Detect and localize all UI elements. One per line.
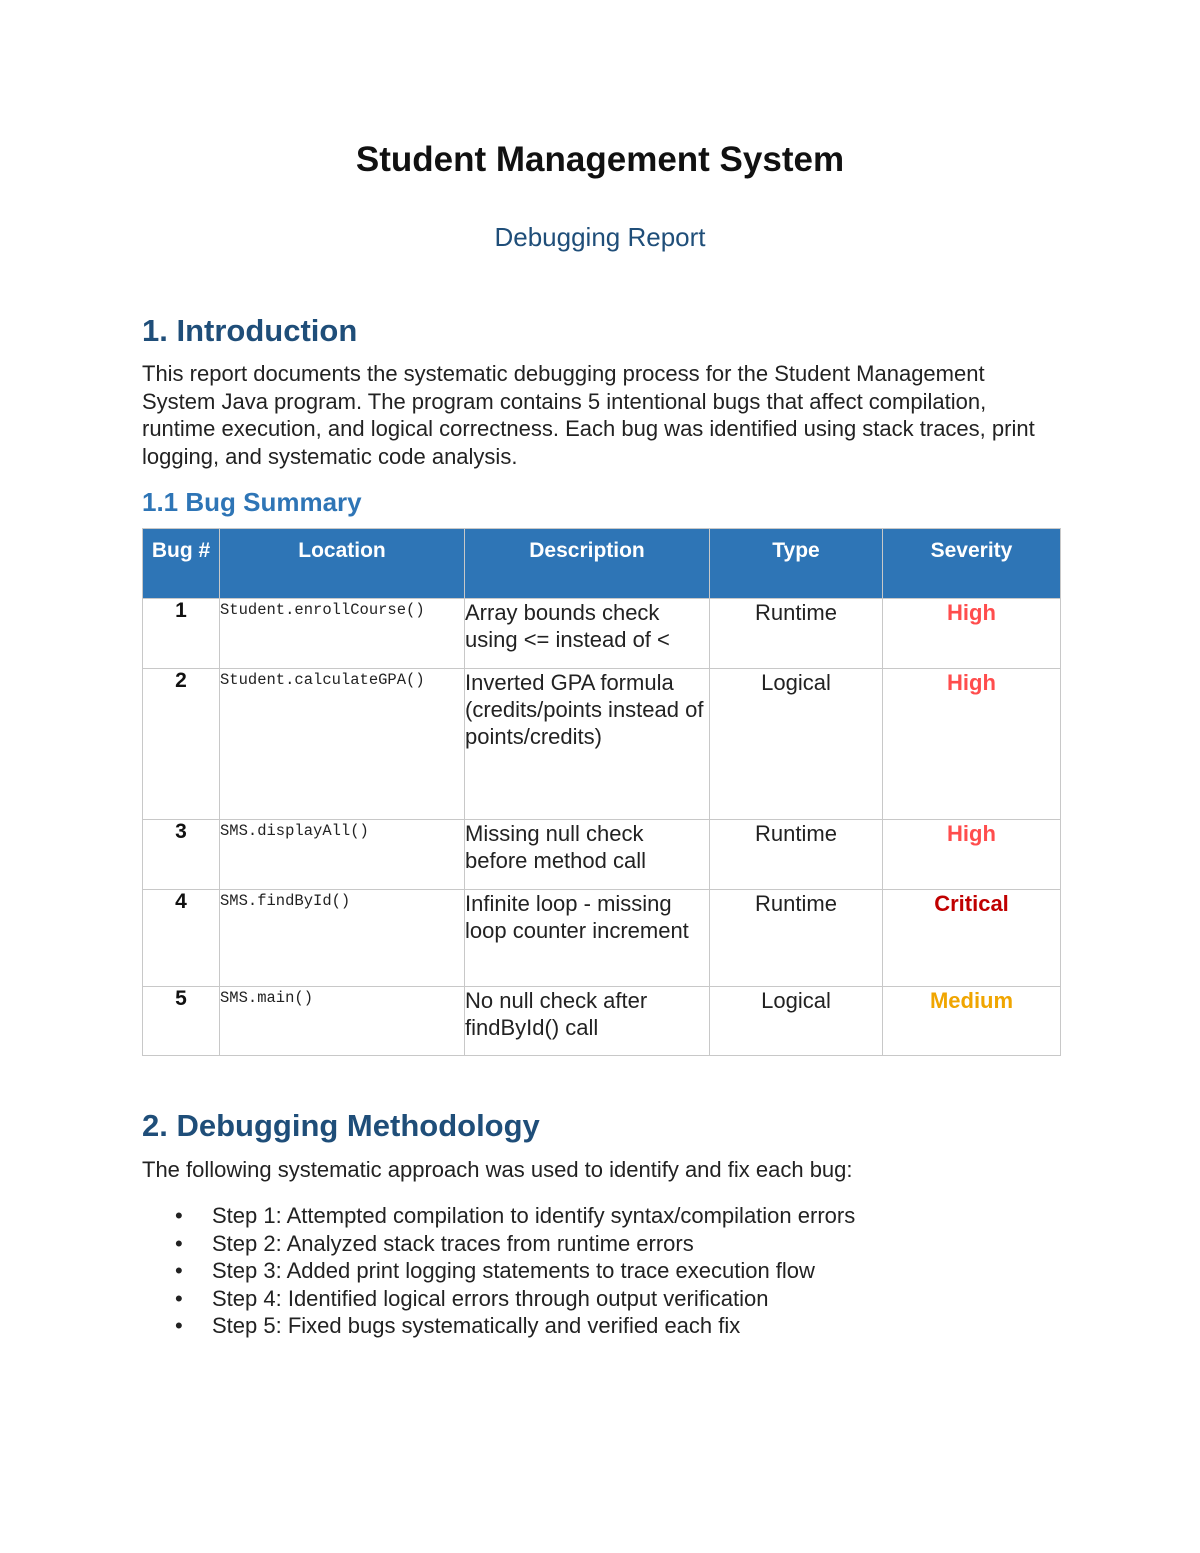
bug-type: Logical xyxy=(710,669,883,820)
bug-location: SMS.main() xyxy=(220,987,465,1056)
bug-severity: Critical xyxy=(883,890,1061,987)
bug-description: Infinite loop - missing loop counter increment xyxy=(465,890,710,987)
column-header-location: Location xyxy=(220,529,465,599)
bug-location: SMS.displayAll() xyxy=(220,820,465,890)
column-header-description: Description xyxy=(465,529,710,599)
step-text: Step 5: Fixed bugs systematically and verified each fix xyxy=(212,1313,741,1338)
list-item xyxy=(142,1285,855,1313)
list-item xyxy=(142,1202,855,1230)
bullet-icon: • xyxy=(175,1313,183,1338)
bug-number: 2 xyxy=(143,669,220,820)
bug-summary-table xyxy=(142,528,1061,1056)
table-row xyxy=(143,820,1061,890)
bug-summary-heading: 1.1 Bug Summary xyxy=(142,487,362,517)
bug-location: Student.calculateGPA() xyxy=(220,669,465,820)
bug-location: Student.enrollCourse() xyxy=(220,599,465,669)
step-text: Step 4: Identified logical errors through output verification xyxy=(212,1285,769,1311)
bug-severity: High xyxy=(883,599,1061,669)
step-text: Step 1: Attempted compilation to identify syntax/compilation errors xyxy=(212,1203,856,1228)
bug-location: SMS.findById() xyxy=(220,890,465,987)
bug-number: 5 xyxy=(143,987,220,1056)
bullet-icon: • xyxy=(175,1285,183,1311)
introduction-paragraph: This report documents the systematic debugging process for the Student Management System Java program. The program contains 5 intentional bugs that affect compilation, runtime execution, and logical correctness. Each bug was identified using stack traces, print logging, and systematic code analysis. xyxy=(142,361,1035,469)
document-subtitle: Debugging Report xyxy=(494,222,706,252)
column-header-severity: Severity xyxy=(883,529,1061,599)
bug-type: Runtime xyxy=(710,820,883,890)
column-header-bug-number: Bug # xyxy=(143,529,220,599)
bug-severity: High xyxy=(883,669,1061,820)
bug-type: Runtime xyxy=(710,890,883,987)
bullet-icon: • xyxy=(175,1203,183,1228)
bug-severity: High xyxy=(883,820,1061,890)
bug-severity: Medium xyxy=(883,987,1061,1056)
methodology-heading: 2. Debugging Methodology xyxy=(142,1108,540,1143)
bug-description: No null check after findById() call xyxy=(465,987,710,1056)
column-header-type: Type xyxy=(710,529,883,599)
list-item xyxy=(142,1257,855,1285)
step-text: Step 3: Added print logging statements to trace execution flow xyxy=(212,1258,815,1283)
table-row xyxy=(143,599,1061,669)
table-header-row xyxy=(143,529,1061,599)
bug-type: Logical xyxy=(710,987,883,1056)
document-title: Student Management System xyxy=(355,140,845,179)
bug-description: Inverted GPA formula (credits/points instead of points/credits) xyxy=(465,669,710,820)
bug-number: 4 xyxy=(143,890,220,987)
methodology-intro: The following systematic approach was used to identify and fix each bug: xyxy=(142,1157,853,1182)
table-row xyxy=(143,669,1061,820)
table-row xyxy=(143,890,1061,987)
introduction-heading: 1. Introduction xyxy=(142,313,358,348)
bullet-icon: • xyxy=(175,1230,183,1256)
list-item xyxy=(142,1312,855,1340)
bug-type: Runtime xyxy=(710,599,883,669)
bug-number: 3 xyxy=(143,820,220,890)
methodology-steps-list xyxy=(142,1202,855,1340)
bug-description: Missing null check before method call xyxy=(465,820,710,890)
bug-number: 1 xyxy=(143,599,220,669)
bullet-icon: • xyxy=(175,1258,183,1283)
step-text: Step 2: Analyzed stack traces from runtime errors xyxy=(212,1230,694,1256)
table-row xyxy=(143,987,1061,1056)
list-item xyxy=(142,1230,855,1258)
bug-description: Array bounds check using <= instead of < xyxy=(465,599,710,669)
